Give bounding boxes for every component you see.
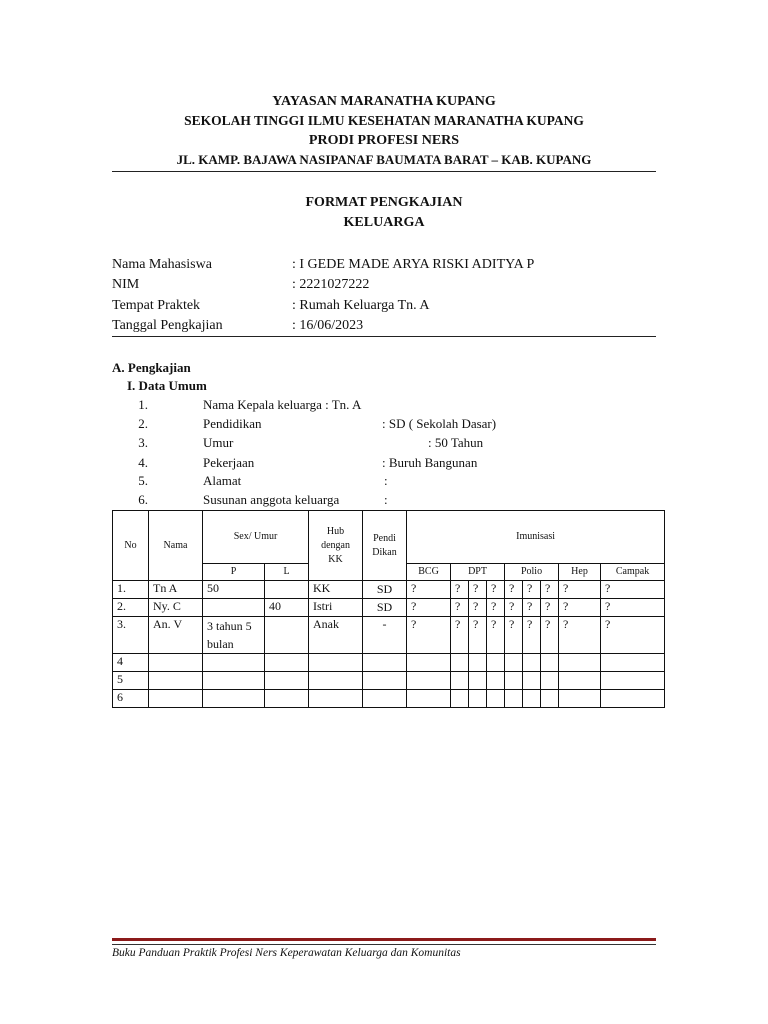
- cell-pend: SD: [363, 581, 407, 599]
- cell-hub: [309, 690, 363, 708]
- cell-bcg: [407, 672, 451, 690]
- info-divider: [112, 336, 656, 337]
- cell-polio: ?: [523, 599, 541, 617]
- cell-dpt: ?: [469, 581, 487, 599]
- cell-polio: [505, 654, 523, 672]
- info-value: : I GEDE MADE ARYA RISKI ADITYA P: [292, 257, 535, 272]
- cell-polio: ?: [541, 599, 559, 617]
- header-hub-kk: Hub dengan KK: [309, 511, 363, 581]
- cell-dpt: ?: [487, 581, 505, 599]
- cell-nama: [149, 654, 203, 672]
- cell-campak: [601, 672, 665, 690]
- cell-polio: ?: [541, 617, 559, 654]
- cell-no: 5: [113, 672, 149, 690]
- cell-dpt: ?: [487, 617, 505, 654]
- cell-nama: Ny. C: [149, 599, 203, 617]
- header-no: No: [113, 511, 149, 581]
- cell-hep: [559, 690, 601, 708]
- institution-address: JL. KAMP. BAJAWA NASIPANAF BAUMATA BARAT – KAB. KUPANG: [176, 152, 592, 167]
- institution-name: YAYASAN MARANATHA KUPANG: [272, 94, 496, 109]
- header-p: P: [203, 564, 265, 581]
- cell-polio: [541, 654, 559, 672]
- info-value: : 16/06/2023: [292, 318, 364, 333]
- item-label: Nama Kepala keluarga : Tn. A: [203, 397, 362, 412]
- info-label: NIM: [112, 277, 140, 292]
- cell-bcg: ?: [407, 581, 451, 599]
- cell-p: 3 tahun 5 bulan: [203, 617, 265, 654]
- cell-polio: [523, 654, 541, 672]
- cell-pend: SD: [363, 599, 407, 617]
- cell-p: [203, 690, 265, 708]
- cell-p: [203, 654, 265, 672]
- item-number: 5.: [138, 473, 148, 488]
- cell-pend: [363, 672, 407, 690]
- cell-no: 6: [113, 690, 149, 708]
- header-polio: Polio: [505, 564, 559, 581]
- cell-dpt: ?: [487, 599, 505, 617]
- cell-hep: ?: [559, 599, 601, 617]
- cell-polio: ?: [523, 617, 541, 654]
- cell-dpt: [487, 672, 505, 690]
- header-bcg: BCG: [407, 564, 451, 581]
- cell-l: [265, 581, 309, 599]
- table-row: [113, 654, 665, 672]
- program-name: PRODI PROFESI NERS: [308, 133, 460, 148]
- cell-hep: ?: [559, 581, 601, 599]
- cell-pend: [363, 654, 407, 672]
- cell-polio: ?: [505, 599, 523, 617]
- header-imunisasi: Imunisasi: [407, 511, 665, 564]
- cell-polio: ?: [505, 617, 523, 654]
- header-sex-umur: Sex/ Umur: [203, 511, 309, 564]
- item-label: Alamat: [203, 473, 242, 488]
- item-number: 4.: [138, 455, 148, 470]
- item-value: : SD ( Sekolah Dasar): [382, 416, 497, 431]
- cell-no: 2.: [113, 599, 149, 617]
- item-value: : 50 Tahun: [428, 435, 484, 450]
- cell-no: 1.: [113, 581, 149, 599]
- cell-dpt: [469, 672, 487, 690]
- info-label: Nama Mahasiswa: [112, 257, 212, 272]
- cell-dpt: ?: [451, 581, 469, 599]
- cell-dpt: [451, 654, 469, 672]
- cell-p: 50: [203, 581, 265, 599]
- document-subtitle: KELUARGA: [343, 215, 425, 230]
- item-value: :: [384, 473, 388, 488]
- header-divider: [112, 171, 656, 172]
- cell-hub: [309, 654, 363, 672]
- section-heading-i: I. Data Umum: [127, 378, 207, 393]
- cell-dpt: ?: [469, 617, 487, 654]
- cell-dpt: [487, 690, 505, 708]
- cell-dpt: ?: [469, 599, 487, 617]
- item-label: Pendidikan: [203, 416, 262, 431]
- cell-l: 40: [265, 599, 309, 617]
- cell-hub: [309, 672, 363, 690]
- cell-bcg: ?: [407, 617, 451, 654]
- table-row: [113, 599, 665, 617]
- item-label: Pekerjaan: [203, 455, 255, 470]
- cell-campak: ?: [601, 599, 665, 617]
- cell-pend: [363, 690, 407, 708]
- cell-hub: KK: [309, 581, 363, 599]
- cell-polio: [523, 672, 541, 690]
- cell-l: [265, 617, 309, 654]
- footer-text: Buku Panduan Praktik Profesi Ners Keperawatan Keluarga dan Komunitas: [112, 947, 461, 959]
- header-pendidikan: Pendi Dikan: [363, 511, 407, 581]
- cell-p: [203, 599, 265, 617]
- info-value: : Rumah Keluarga Tn. A: [292, 298, 430, 313]
- family-members-table: [112, 510, 665, 708]
- table-row: [113, 672, 665, 690]
- cell-polio: [505, 672, 523, 690]
- cell-hep: [559, 672, 601, 690]
- section-heading-a: A. Pengkajian: [112, 360, 191, 375]
- header-l: L: [265, 564, 309, 581]
- item-value: : Buruh Bangunan: [382, 455, 478, 470]
- cell-l: [265, 672, 309, 690]
- cell-bcg: ?: [407, 599, 451, 617]
- header-hep: Hep: [559, 564, 601, 581]
- cell-polio: [541, 690, 559, 708]
- cell-hub: Anak: [309, 617, 363, 654]
- table-row: [113, 617, 665, 654]
- footer-divider-thin: [112, 944, 656, 945]
- item-number: 1.: [138, 397, 148, 412]
- cell-campak: ?: [601, 617, 665, 654]
- info-label: Tanggal Pengkajian: [112, 318, 223, 333]
- cell-dpt: ?: [451, 617, 469, 654]
- table-header-row: [113, 511, 665, 564]
- item-number: 3.: [138, 435, 148, 450]
- cell-dpt: [469, 654, 487, 672]
- cell-nama: [149, 672, 203, 690]
- header-campak: Campak: [601, 564, 665, 581]
- table-row: [113, 690, 665, 708]
- cell-campak: ?: [601, 581, 665, 599]
- cell-dpt: [487, 654, 505, 672]
- cell-polio: ?: [523, 581, 541, 599]
- item-number: 6.: [138, 492, 148, 507]
- footer-divider-thick: [112, 938, 656, 941]
- cell-polio: [505, 690, 523, 708]
- school-name: SEKOLAH TINGGI ILMU KESEHATAN MARANATHA KUPANG: [184, 113, 584, 128]
- cell-dpt: [451, 672, 469, 690]
- item-value: :: [384, 492, 388, 507]
- cell-dpt: [469, 690, 487, 708]
- cell-no: 3.: [113, 617, 149, 654]
- cell-bcg: [407, 654, 451, 672]
- info-value: : 2221027222: [292, 277, 370, 292]
- cell-campak: [601, 654, 665, 672]
- cell-no: 4: [113, 654, 149, 672]
- cell-dpt: ?: [451, 599, 469, 617]
- item-number: 2.: [138, 416, 148, 431]
- cell-p: [203, 672, 265, 690]
- cell-dpt: [451, 690, 469, 708]
- cell-pend: -: [363, 617, 407, 654]
- table-row: [113, 581, 665, 599]
- header-dpt: DPT: [451, 564, 505, 581]
- cell-nama: Tn A: [149, 581, 203, 599]
- cell-hep: [559, 654, 601, 672]
- cell-hep: ?: [559, 617, 601, 654]
- item-label: Susunan anggota keluarga: [203, 492, 340, 507]
- cell-l: [265, 690, 309, 708]
- cell-nama: An. V: [149, 617, 203, 654]
- cell-polio: [541, 672, 559, 690]
- cell-polio: ?: [541, 581, 559, 599]
- header-nama: Nama: [149, 511, 203, 581]
- item-label: Umur: [203, 435, 234, 450]
- cell-l: [265, 654, 309, 672]
- cell-nama: [149, 690, 203, 708]
- cell-polio: [523, 690, 541, 708]
- cell-polio: ?: [505, 581, 523, 599]
- cell-campak: [601, 690, 665, 708]
- cell-hub: Istri: [309, 599, 363, 617]
- info-label: Tempat Praktek: [112, 298, 201, 313]
- cell-bcg: [407, 690, 451, 708]
- document-title: FORMAT PENGKAJIAN: [305, 195, 463, 210]
